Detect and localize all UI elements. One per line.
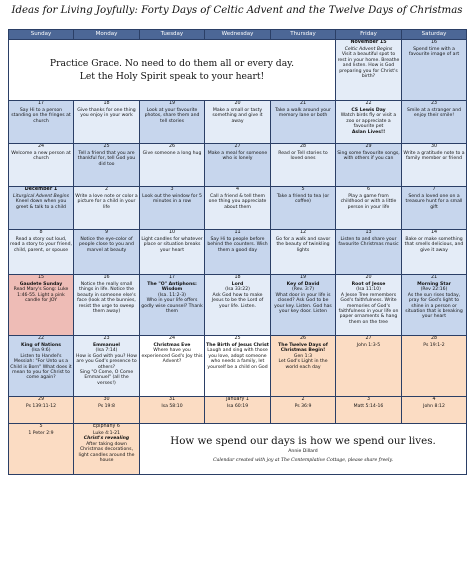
calendar-row-4 (9, 187, 467, 230)
day-ref: Ps 19:8 (98, 404, 115, 409)
day-number: 29 (37, 397, 45, 402)
day-number: 28 (430, 336, 438, 341)
day-cell-nov25 (74, 144, 140, 187)
day-cell-dec1 (9, 187, 74, 230)
day-subtitle: Liturgical Advent Begins (13, 194, 69, 199)
day-number: 9 (104, 230, 109, 235)
day-subtitle: King of Nations (21, 343, 61, 348)
day-cell-nov26 (140, 144, 205, 187)
weekday-header-row (9, 30, 467, 40)
day-number: 26 (299, 336, 307, 341)
day-number: 20 (234, 101, 241, 106)
day-cell-dec26 (271, 336, 336, 397)
day-text: Write a love note or color a picture for a child in your life (75, 194, 138, 210)
day-number: 22 (365, 101, 372, 106)
day-cell-jan1 (205, 397, 271, 424)
day-text: Play a game from childhood or with a little person in your life (340, 194, 397, 210)
day-text: Smile at a stranger and enjoy their smile! (406, 108, 462, 119)
day-ref: Ps 36:9 (294, 404, 312, 409)
day-number: 5 (39, 424, 43, 429)
day-number: 14 (430, 230, 438, 235)
calendar-credit: Calendar created with joy at The Contemplative Cottage, please share freely. (213, 458, 393, 463)
day-cell-dec2 (74, 187, 140, 230)
day-text: Notice the eye-color of people close to you and marvel at beauty (79, 237, 134, 253)
day-cell-dec11 (205, 230, 271, 275)
day-cell-dec22 (9, 336, 74, 397)
day-number: 21 (430, 275, 438, 280)
day-text: Let God's Light in the world each day (278, 359, 328, 370)
day-ref: (Isa 9:6) (31, 348, 51, 354)
day-ref: (Rev. 3:7) (291, 287, 315, 293)
day-number: 26 (168, 144, 176, 149)
day-cell-jan2 (271, 397, 336, 424)
day-text: Watch birds fly or visit a zoo or appreciate a favourite pet (340, 113, 397, 130)
day-text: After taking down Christmas decorations, light candles around the house (78, 441, 135, 464)
day-number: 22 (37, 336, 45, 341)
day-cell-nov19 (140, 101, 205, 144)
day-number: 29 (365, 144, 372, 149)
day-number: 19 (168, 101, 176, 106)
day-text: Send a loved one on a treasure hunt for a small gift (405, 194, 463, 210)
weekday-thursday: Thursday (271, 30, 336, 40)
day-number: January 1 (226, 397, 249, 402)
day-ref: Ps 139:11-12 (25, 404, 57, 409)
day-subtitle: CS Lewis Day (351, 108, 386, 113)
day-number: 3 (170, 187, 174, 192)
weekday-tuesday: Tuesday (140, 30, 205, 40)
day-text: Say Hi to a person standing on the fringes at church (11, 108, 71, 124)
day-ref: Luke 4:1-21 (92, 431, 121, 436)
day-text: Look out the window for 5 minutes in a row (142, 194, 202, 205)
day-cell-dec12 (271, 230, 336, 275)
day-number: November 15 (350, 40, 387, 45)
day-cell-nov28 (271, 144, 336, 187)
day-number: 3 (366, 397, 371, 402)
grace-quote (9, 40, 336, 101)
day-number: 28 (299, 144, 307, 149)
day-number: 7 (432, 187, 436, 192)
day-ref: 1 Peter 2:9 (28, 431, 54, 436)
day-number: 25 (234, 336, 241, 341)
dillard-quote (140, 424, 467, 475)
day-subtitle: Lord (231, 282, 244, 287)
day-ref: Matt 5:14-16 (353, 404, 384, 409)
day-cell-dec23 (74, 336, 140, 397)
day-cell-dec29 (9, 397, 74, 424)
day-cell-nov24 (9, 144, 74, 187)
day-text: As the sun rises today, pray for God's light to shine in a person or situation that is breaking your heart (405, 292, 463, 320)
page-title: Ideas for Living Joyfully: Forty Days of Celtic Advent and the Twelve Days of Christmas (11, 5, 463, 16)
calendar-row-8 (9, 397, 467, 424)
day-number: 5 (301, 187, 305, 192)
day-cell-nov27 (205, 144, 271, 187)
day-text: Where have you experienced God's Joy this Advent? (141, 348, 203, 365)
calendar-table (8, 29, 467, 475)
day-text: Write a gratitude note to a family member or friend (403, 151, 465, 162)
day-cell-dec3 (140, 187, 205, 230)
day-text: A Jesse Tree remembers God's faithfulness. Write memories of God's faithfulness in your life on paper ornaments & hang them on the tree (338, 292, 399, 325)
day-subtitle: The Birth of Jesus Christ (206, 343, 269, 348)
day-number: 18 (103, 101, 110, 106)
day-number: 8 (39, 230, 43, 235)
calendar-row-6 (9, 275, 467, 336)
day-cell-dec24 (140, 336, 205, 397)
day-cell-nov15 (336, 40, 402, 101)
day-cell-jan6 (74, 424, 140, 475)
day-subtitle: Key of David (286, 282, 320, 287)
day-cell-dec13 (336, 230, 402, 275)
day-text: Make a small or tasty something and give it away (212, 108, 263, 124)
day-text: Take a walk around your memory lane or both (275, 108, 331, 119)
day-ref: (Isa 7:14) (95, 348, 118, 354)
day-number: 27 (234, 144, 241, 149)
day-number: 4 (432, 397, 436, 402)
day-text: Make a meal for someone who is lonely (207, 151, 268, 162)
calendar-row-3 (9, 144, 467, 187)
day-subtitle: Emmanuel (92, 343, 121, 348)
day-number: 10 (168, 230, 176, 235)
day-text: Read Mary's Song: Luke 1:46-55. Light a pink candle for JOY (13, 287, 69, 304)
day-subtitle: Gaudete Sunday (19, 282, 63, 287)
day-number: December 1 (24, 187, 58, 192)
day-number: 6 (366, 187, 371, 192)
day-text: Spend time with a favourite image of art (408, 47, 460, 58)
day-text: How is God with you? How are you God's presence to others? (76, 353, 137, 370)
day-ref: John 1:3-5 (356, 343, 381, 348)
day-cell-dec9 (74, 230, 140, 275)
day-number: 23 (103, 336, 110, 341)
day-text: Tell a friend that you are thankful for, tell God you did too (77, 151, 136, 167)
day-text: Visit a beautiful spot to rest in your home. Breathe and listen. How is God preparing you for Christ's birth? (337, 52, 400, 80)
day-cell-nov22 (336, 101, 402, 144)
day-cell-dec14 (402, 230, 467, 275)
day-cell-nov23 (402, 101, 467, 144)
day-number: 24 (168, 336, 176, 341)
day-number: 31 (168, 397, 176, 402)
day-text: Sing some favourite songs, with others if you can (337, 151, 400, 162)
day-cell-jan4 (402, 397, 467, 424)
day-ref: (Isa. 11:2-3) (158, 292, 186, 298)
grace-quote-line-2: Let the Holy Spirit speak to your heart! (79, 71, 265, 82)
day-subtitle: The "O" Antiphons: Wisdom (147, 282, 197, 293)
day-text: Go for a walk and savor the beauty of twinkling lights (275, 237, 331, 253)
day-subtitle: Christ's revealing (83, 436, 130, 442)
day-text: Call a friend & tell them one thing you appreciate about them (208, 194, 267, 210)
calendar-row-7 (9, 336, 467, 397)
day-text: Notice the really small things in life. Notice the beauty in someone else's face (look at the bunnies, resist the urge to sweep them away) (77, 282, 136, 315)
day-number: 20 (365, 275, 372, 280)
day-number: 18 (234, 275, 241, 280)
day-number: 16 (103, 275, 110, 280)
day-cell-dec16 (74, 275, 140, 336)
day-number: 19 (299, 275, 307, 280)
day-text: Look at your favourite photos, share them and tell stories (144, 108, 200, 124)
day-extra: Sing "O Come, O Come Emmanuel" (all the verses!) (79, 370, 134, 386)
calendar-row-9 (9, 424, 467, 475)
day-text: Who in your life offers godly wise counsel? Thank them (141, 298, 203, 315)
day-text: Give thanks for one thing you enjoy in your work (77, 108, 136, 119)
weekday-saturday: Saturday (402, 30, 467, 40)
day-number: 30 (103, 397, 110, 402)
grace-quote-line-1: Practice Grace. No need to do them all or every day. (49, 58, 295, 69)
day-ref: Isa 58:10 (161, 404, 183, 409)
day-number: 2 (104, 187, 109, 192)
day-text: Take a friend to tea (or coffee) (276, 194, 330, 205)
day-cell-dec31 (140, 397, 205, 424)
day-text: What door in your life is closed? Ask God to be your key. Listen. God has your key door. Listen (274, 292, 332, 315)
day-number: 16 (430, 40, 438, 45)
day-number: 15 (37, 275, 45, 280)
day-text: Light candles for whatever place or situation breaks your heart (141, 237, 203, 253)
weekday-friday: Friday (336, 30, 402, 40)
day-cell-dec5 (271, 187, 336, 230)
day-cell-dec6 (336, 187, 402, 230)
day-text: Read or Tell stories to loved ones (278, 151, 328, 162)
day-cell-dec4 (205, 187, 271, 230)
day-text: Kneel down when you greet & talk to a child (15, 199, 67, 210)
day-cell-dec25 (205, 336, 271, 397)
day-number: 17 (37, 101, 45, 106)
day-cell-dec27 (336, 336, 402, 397)
day-cell-jan5 (9, 424, 74, 475)
day-number: 17 (168, 275, 176, 280)
day-subtitle: Morning Star (417, 282, 451, 287)
day-ref: John 8:12 (423, 404, 445, 409)
day-ref: Isa 60:19 (226, 404, 249, 409)
day-text: Give someone a long hug (142, 151, 202, 156)
day-cell-dec10 (140, 230, 205, 275)
day-ref: (Isa 11:10) (356, 287, 381, 293)
day-number: 11 (234, 230, 241, 235)
day-subtitle: Celtic Advent Begins (344, 47, 393, 52)
day-cell-dec18 (205, 275, 271, 336)
day-number: 30 (430, 144, 438, 149)
day-cell-nov29 (336, 144, 402, 187)
day-cell-nov17 (9, 101, 74, 144)
day-cell-dec17 (140, 275, 205, 336)
day-number: 2 (301, 397, 305, 402)
day-cell-nov20 (205, 101, 271, 144)
day-text: Read a story out loud, read a story to your friend, child, parent, or spouse (10, 237, 72, 253)
day-cell-dec8 (9, 230, 74, 275)
day-cell-nov30 (402, 144, 467, 187)
dillard-quote-author: Annie Dillard (288, 449, 318, 454)
day-cell-nov21 (271, 101, 336, 144)
day-number: 24 (37, 144, 45, 149)
day-ref: (Rev 22:16) (420, 287, 448, 293)
day-cell-dec7 (402, 187, 467, 230)
day-subtitle: Christmas Eve (153, 343, 191, 348)
day-text: Say Hi to people before behind the counters. Wish them a good day (207, 237, 268, 253)
day-cell-dec15 (9, 275, 74, 336)
day-extra: Aslan Lives!! (351, 129, 386, 135)
day-number: 27 (365, 336, 372, 341)
day-ref: Ps 19:1-2 (423, 343, 445, 348)
day-cell-nov16 (402, 40, 467, 101)
calendar-row-2 (9, 101, 467, 144)
day-text: Listen to and share your favourite Christmas music (338, 237, 399, 248)
day-ref: Gen 1:3 (293, 353, 313, 359)
day-number: Epiphany 6 (93, 424, 120, 429)
day-number: 25 (103, 144, 110, 149)
day-number: 23 (430, 101, 438, 106)
day-number: 13 (365, 230, 372, 235)
day-subtitle: Root of Jesse (351, 282, 386, 287)
day-cell-dec19 (271, 275, 336, 336)
day-ref: (Isa 33:22) (225, 287, 250, 293)
day-text: Welcome a new person at church (11, 151, 71, 162)
day-cell-jan3 (336, 397, 402, 424)
day-text: Laugh and sing with those you love, adopt someone who needs a family, let yourself be a child on God (207, 348, 268, 370)
day-cell-dec30 (74, 397, 140, 424)
day-text: Ask God how to make Jesus to be the Lord of your life. Listen. (211, 292, 264, 309)
calendar-row-5 (9, 230, 467, 275)
calendar-row-1 (9, 40, 467, 101)
weekday-sunday: Sunday (9, 30, 74, 40)
day-text: Bake or make something that smells delicious, and give it away (404, 237, 464, 253)
day-number: 12 (299, 230, 307, 235)
day-number: 21 (299, 101, 307, 106)
weekday-monday: Monday (74, 30, 140, 40)
weekday-wednesday: Wednesday (205, 30, 271, 40)
dillard-quote-text: How we spend our days is how we spend our lives. (170, 435, 436, 447)
day-cell-nov18 (74, 101, 140, 144)
day-cell-dec21 (402, 275, 467, 336)
day-cell-dec20 (336, 275, 402, 336)
day-cell-dec28 (402, 336, 467, 397)
day-number: 4 (235, 187, 240, 192)
day-subtitle: The Twelve Days of Christmas Begin! (278, 343, 328, 354)
day-text: Listen to Handel's Messiah: "For Unto us a Child is Born" What does it mean to you for Christ to come again? (10, 353, 72, 381)
